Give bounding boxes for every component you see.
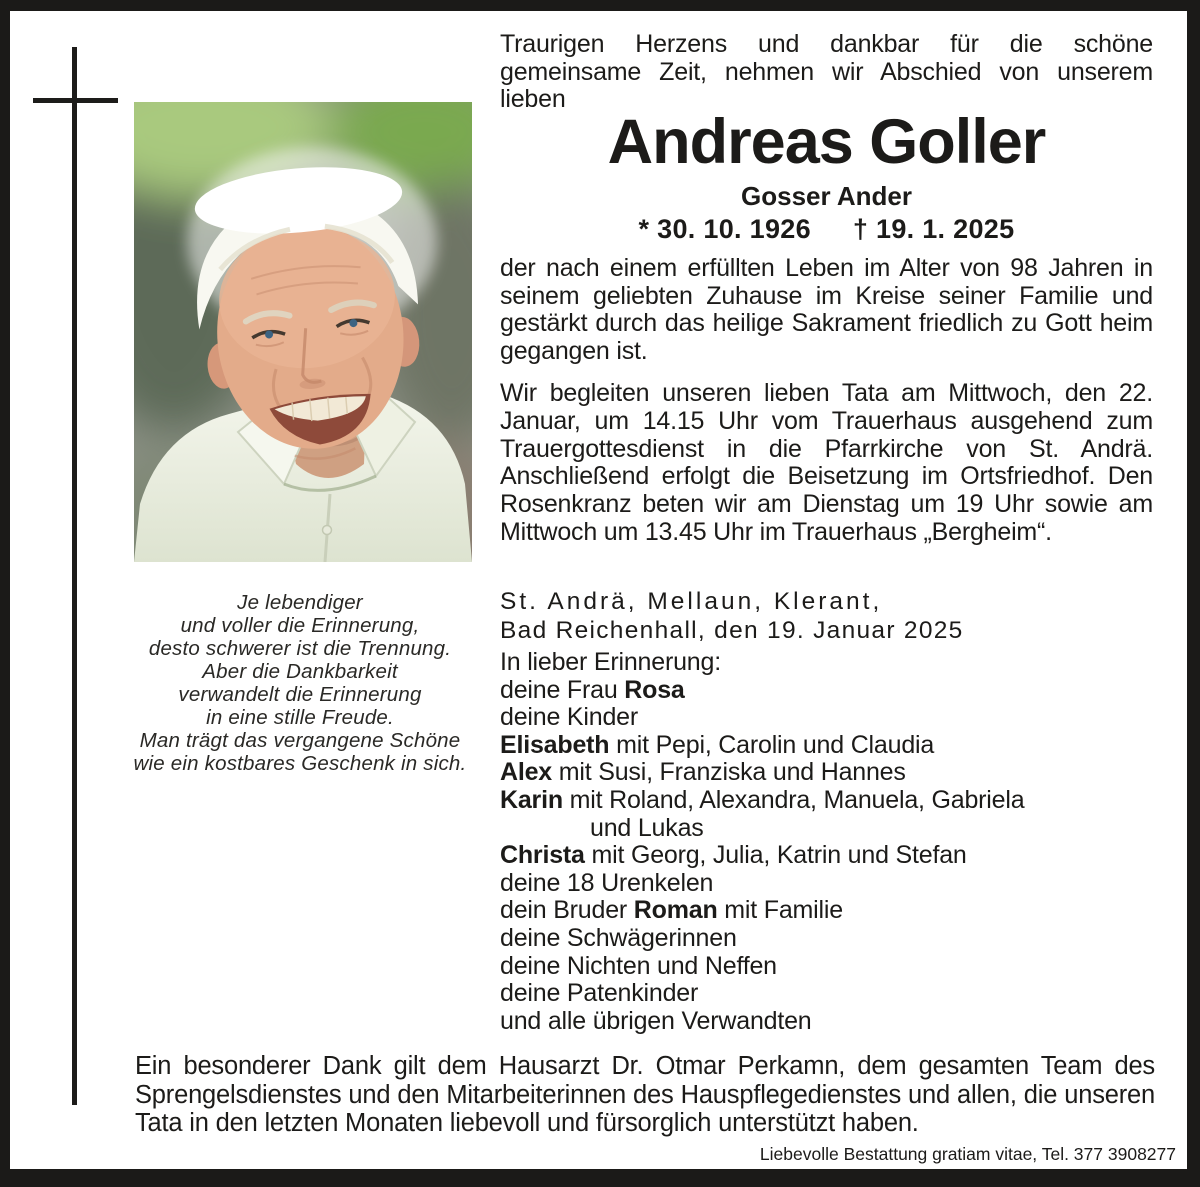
mourner-name: Elisabeth bbox=[500, 730, 610, 759]
mourner-name: Roman bbox=[633, 896, 718, 925]
poem-line: Je lebendiger bbox=[237, 591, 363, 614]
mourner-line bbox=[500, 980, 1153, 1008]
cross-vertical-bar bbox=[72, 47, 77, 1105]
mourner-line bbox=[500, 815, 1153, 843]
mourner-text: mit Georg, Julia, Katrin und Stefan bbox=[584, 841, 967, 870]
date-line: Bad Reichenhall, den 19. Januar 2025 bbox=[500, 617, 964, 644]
memorial-poem bbox=[105, 591, 495, 775]
poem-line: wie ein kostbares Geschenk in sich. bbox=[133, 752, 467, 775]
mourner-line bbox=[500, 842, 1153, 870]
cross-horizontal-bar bbox=[33, 98, 118, 103]
mourner-text: deine Nichten und Neffen bbox=[500, 951, 777, 980]
intro-text: Traurigen Herzens und dankbar für die schöne gemeinsame Zeit, nehmen wir Abschied von unserem lieben bbox=[500, 30, 1153, 113]
mourner-name: Rosa bbox=[624, 675, 685, 704]
mourner-line bbox=[500, 925, 1153, 953]
poem-line: desto schwerer ist die Trennung. bbox=[148, 637, 452, 660]
poem-line: verwandelt die Erinnerung bbox=[178, 683, 422, 706]
portrait-photo bbox=[134, 102, 472, 562]
places-line: St. Andrä, Mellaun, Klerant, bbox=[500, 588, 883, 615]
mourner-line bbox=[500, 1008, 1153, 1036]
mourner-line bbox=[500, 870, 1153, 898]
mourner-line bbox=[500, 787, 1153, 815]
mourner-text: dein Bruder bbox=[500, 896, 634, 925]
mourner-line bbox=[500, 759, 1153, 787]
funeral-details: Wir begleiten unseren lieben Tata am Mittwoch, den 22. Januar, um 14.15 Uhr vom Trauerhaus ausgehend zum Trauergottesdienst in die Pfarrkirche von St. Andrä. Anschließend erfolgt die Beisetzung im Ortsfriedhof. Den Rosenkranz beten wir am Dienstag um 19 Uhr sowie am Mittwoch um 13.45 Uhr im Trauerhaus „Bergheim“. bbox=[500, 379, 1153, 546]
mourner-text: mit Pepi, Carolin und Claudia bbox=[609, 730, 935, 759]
obituary-text: der nach einem erfüllten Leben im Alter von 98 Jahren in seinem geliebten Zuhause im Kreise seiner Familie und gestärkt durch das heilige Sakrament friedlich zu Gott heim gegangen ist. bbox=[500, 254, 1153, 365]
mourner-text: deine Patenkinder bbox=[500, 979, 699, 1008]
death-date: † 19. 1. 2025 bbox=[852, 214, 1015, 244]
mourner-text: mit Roland, Alexandra, Manuela, Gabriela bbox=[562, 785, 1025, 814]
poem-line: und voller die Erinnerung, bbox=[180, 614, 420, 637]
poem-line: Man trägt das vergangene Schöne bbox=[139, 729, 461, 752]
mourner-text: deine Schwägerinnen bbox=[500, 923, 737, 952]
deceased-nickname: Gosser Ander bbox=[741, 181, 912, 211]
mourner-text: und alle übrigen Verwandten bbox=[500, 1006, 812, 1035]
mourners-heading: In lieber Erinnerung: bbox=[500, 648, 721, 676]
portrait-illustration bbox=[134, 102, 472, 562]
mourner-text: und Lukas bbox=[590, 813, 704, 842]
mourner-line bbox=[500, 704, 1153, 732]
mourner-line bbox=[500, 953, 1153, 981]
mourner-text: deine Frau bbox=[500, 675, 625, 704]
mourner-name: Karin bbox=[500, 785, 563, 814]
mourner-line bbox=[500, 732, 1153, 760]
deceased-name: Andreas Goller bbox=[607, 107, 1046, 177]
mourners-list bbox=[500, 649, 1153, 1035]
birth-date: * 30. 10. 1926 bbox=[638, 214, 811, 244]
funeral-home-imprint: Liebevolle Bestattung gratiam vitae, Tel. 377 3908277 bbox=[759, 1144, 1176, 1164]
mourner-text: mit Familie bbox=[717, 896, 843, 925]
poem-line: Aber die Dankbarkeit bbox=[202, 660, 398, 683]
poem-line: in eine stille Freude. bbox=[206, 706, 394, 729]
mourner-name: Christa bbox=[500, 841, 585, 870]
mourner-name: Alex bbox=[500, 758, 553, 787]
mourner-line bbox=[500, 677, 1153, 705]
mourner-line bbox=[500, 897, 1153, 925]
life-dates bbox=[500, 214, 1153, 245]
mourner-text: deine Kinder bbox=[500, 703, 638, 732]
acknowledgement-text: Ein besonderer Dank gilt dem Hausarzt Dr. Otmar Perkamn, dem gesamten Team des Sprengelsdienstes und den Mitarbeiterinnen des Hauspflegedienstes und allen, die unseren Tata in den letzten Monaten liebevoll und fürsorglich unterstützt haben. bbox=[135, 1052, 1155, 1137]
mourner-text: deine 18 Urenkelen bbox=[500, 868, 714, 897]
mourner-text: mit Susi, Franziska und Hannes bbox=[552, 758, 906, 787]
